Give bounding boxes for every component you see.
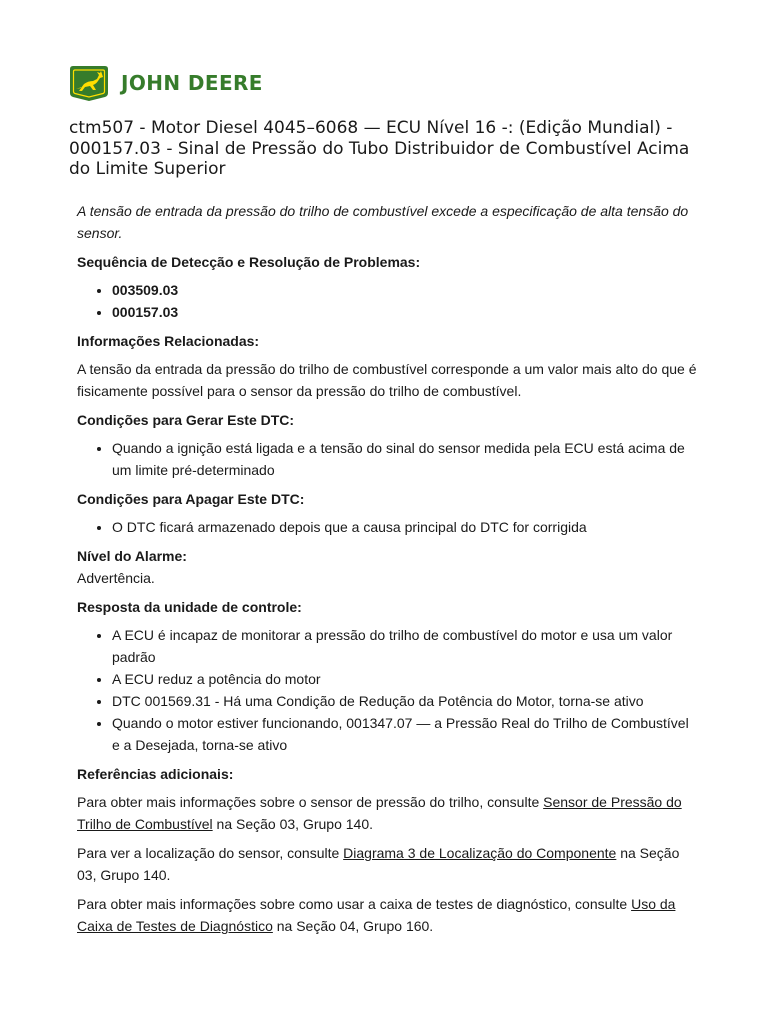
reference-paragraph [77, 791, 697, 835]
detection-list [77, 279, 697, 323]
related-text: A tensão da entrada da pressão do trilho de combustível corresponde a um valor mais alto do que é fisicamente possível para o sensor da pressão do trilho de combustível. [77, 361, 697, 399]
alarm-value: Advertência. [77, 570, 155, 586]
leaping-deer-icon [69, 65, 109, 102]
references-heading: Referências adicionais: [77, 766, 234, 782]
reference-paragraph [77, 893, 697, 937]
clear-conditions-list [77, 516, 697, 538]
intro-text: A tensão de entrada da pressão do trilho de combustível excede a especificação de alta tensão do sensor. [77, 203, 689, 241]
list-item: • Quando a ignição está ligada e a tensão do sinal do sensor medida pela ECU está acima de um limite pré-determinado [112, 437, 697, 481]
list-item: • DTC 001569.31 - Há uma Condição de Redução da Potência do Motor, torna-se ativo [112, 690, 697, 712]
list-item: • 000157.03 [112, 301, 697, 323]
set-conditions-heading: Condições para Gerar Este DTC: [77, 412, 295, 428]
link-caixa-testes-diagnostico[interactable]: Uso da Caixa de Testes de Diagnóstico [77, 896, 676, 934]
document-body [77, 200, 697, 944]
link-sensor-pressao-trilho[interactable]: Sensor de Pressão do Trilho de Combustível [77, 794, 682, 832]
reference-paragraph [77, 842, 697, 886]
reference-text: Para obter mais informações sobre o sensor de pressão do trilho, consulte [77, 794, 544, 810]
link-diagrama-localizacao[interactable]: Diagrama 3 de Localização do Componente [343, 845, 617, 861]
page-title: ctm507 - Motor Diesel 4045–6068 — ECU Nível 16 -: (Edição Mundial) - 000157.03 - Sinal de Pressão do Tubo Distribuidor de Combustível Acima do Limite Superior [69, 118, 690, 179]
response-list [77, 624, 697, 756]
reference-text: Para obter mais informações sobre como usar a caixa de testes de diagnóstico, consulte [77, 896, 632, 912]
set-conditions-list [77, 437, 697, 481]
list-item: • Quando o motor estiver funcionando, 001347.07 — a Pressão Real do Trilho de Combustível e a Desejada, torna-se ativo [112, 712, 697, 756]
reference-text: Para ver a localização do sensor, consulte [77, 845, 344, 861]
detection-heading: Sequência de Detecção e Resolução de Problemas: [77, 254, 421, 270]
list-item: • O DTC ficará armazenado depois que a causa principal do DTC for corrigida [112, 516, 697, 538]
reference-text: na Seção 03, Grupo 140. [212, 816, 373, 832]
clear-conditions-heading: Condições para Apagar Este DTC: [77, 491, 305, 507]
reference-text: na Seção 03, Grupo 140. [77, 845, 680, 883]
list-item: • 003509.03 [112, 279, 697, 301]
brand-name: JOHN DEERE [121, 71, 263, 95]
list-item: • A ECU reduz a potência do motor [112, 668, 697, 690]
alarm-heading: Nível do Alarme: [77, 548, 187, 564]
response-heading: Resposta da unidade de controle: [77, 599, 302, 615]
list-item: • A ECU é incapaz de monitorar a pressão do trilho de combustível do motor e usa um valor padrão [112, 624, 697, 668]
john-deere-logo [69, 64, 263, 102]
related-heading: Informações Relacionadas: [77, 333, 260, 349]
reference-text: na Seção 04, Grupo 160. [272, 918, 434, 934]
